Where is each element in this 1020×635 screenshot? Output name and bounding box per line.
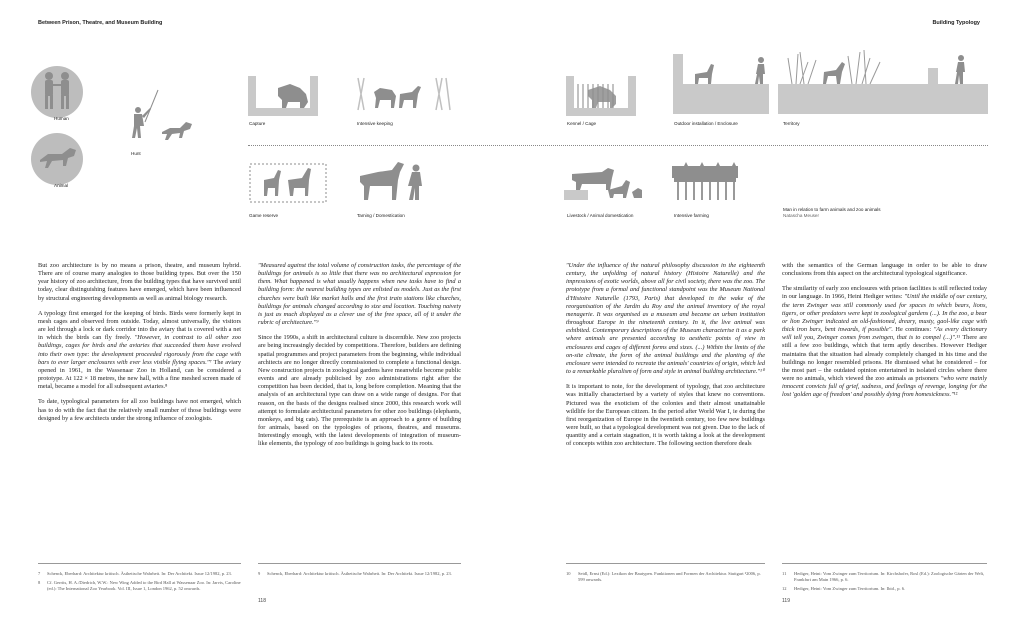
- human-circle: [31, 66, 83, 118]
- page-number-left: 118: [258, 598, 266, 604]
- text-column-4: [782, 262, 987, 407]
- col4-paragraph-1: with the semantics of the German language in order to be able to draw conclusions from this aspect on the architectural typological significance.: [782, 262, 987, 278]
- text-column-1: [38, 262, 241, 430]
- label-human: Human: [54, 116, 69, 121]
- col2-quote: "Measured against the total volume of construction tasks, the percentage of the buildings for animals is so little that there was no architectural expression for them. What happened is what usually happens when new tasks have to find a building form: the nearest building types are enlisted as models. Just as the first churches were built like market halls and the first train stations like churches, buildings for animals changed according to size and location. Touching naivety is just as much displayed as a clever use of the free space, all of it under the rubric of architecture."⁹: [258, 262, 461, 327]
- label-kennel-cage: Kennel / Cage: [567, 121, 597, 126]
- footnote-rule-4: [782, 563, 987, 564]
- label-game-reserve: Game reserve: [249, 213, 279, 218]
- running-head-left: Between Prison, Theatre, and Museum Building: [38, 20, 163, 26]
- outdoor-enclosure-illustration: [673, 50, 773, 116]
- text-column-3: [566, 262, 765, 455]
- footnote-10: 10 Seidl, Ernst (Ed.): Lexikon der Bautypen. Funktionen und Formen der Architektur. Stuttgart ²2006, p. 599 onwards.: [566, 571, 761, 582]
- page-number-right: 119: [782, 598, 790, 604]
- label-livestock: Livestock / Animal domestication: [567, 213, 634, 218]
- col3-paragraph-2: It is important to note, for the development of typology, that zoo architecture was initially characterised by a variety of styles that knew no conventions. Pictured was the exoticism of the colonies and their almost unattainable wildlife for the European citizen. In the period after World War I, ie during the first reorganization of Europe in the twentieth century, too few new buildings were built, so that a typological development was not given. Due to the lack of quantity and a certain stagnation, it is worth taking a look at the development of concepts within zoo architecture. The following section therefore deals: [566, 383, 765, 448]
- footnote-8: 8 Cf. Gerrits, H. A./Diedrich, W.W.: New Wing Added to the Bird Hall at Wassenaar Zoo. In: Jarvis, Caroline (ed.): The International Zoo Yearbook. Vol. III, Issue 1, London 1962, p. 52 onwards.: [38, 579, 241, 591]
- game-reserve-illustration: [248, 160, 338, 208]
- label-hunt: Hunt: [131, 151, 141, 156]
- footnote-12: 12 Hediger, Heini: Vom Zwinger zum Territorium. In: Ibid., p. 6.: [782, 585, 906, 591]
- figure-caption-credit: Natascha Meuser: [783, 213, 820, 218]
- kennel-cage-illustration: [566, 76, 656, 116]
- capture-illustration: [248, 76, 338, 116]
- label-animal: Animal: [54, 183, 69, 188]
- label-capture: Capture: [249, 121, 266, 126]
- col1-paragraph-1: But zoo architecture is by no means a prison, theatre, and museum hybrid. There are of course many analogies to those building types. But over the 150 year history of zoo architecture, from the building types that have survived until today, clear distinguishing features have emerged, which have been influenced by structural engineering developments as well as animal biology research.: [38, 262, 241, 302]
- text-column-2: [258, 262, 461, 455]
- label-outdoor-enclosure: Outdoor installation / Enclosure: [674, 121, 738, 126]
- intensive-farming-illustration: [670, 160, 750, 208]
- footnotes-left: [38, 571, 243, 594]
- col1-paragraph-3: To date, typological parameters for all zoo buildings have not emerged, which has to do with the fact that the relatively small number of those buildings were designed by a few architects under the strong influence of zoologists.: [38, 398, 241, 422]
- footnote-9: 9 Schenck, Eberhard: Architektur kritisch. Ästhetische Wahrheit. In: Der Architekt. Issue 12/1982, p. 23.: [258, 571, 452, 576]
- footnotes-right-2: [782, 571, 988, 594]
- label-intensive-keeping: Intensive keeping: [357, 121, 393, 126]
- col3-quote: "Under the influence of the natural philosophy discussion in the eighteenth century, the unfolding of natural history (Histoire Naturelle) and the impressions of exotic worlds, above all for civil society, there was the zoo. The prototype from a formal and functional standpoint was the Museum National d'Histoire Naturelle (1793, Paris) that developed in the wake of the reorganisation of the Jardin du Roy and the animal inventory of the royal menagerie. It was organised as a museum and became an urban institution throughout Europe in the nineteenth century. In it, the live animal was exhibited. Contemporary descriptions of the Museum characterise it as a park where animals are presented according to aesthetic points of view in enclosures and cages of different forms and sizes. (...) Within the limits of the on-site climate, the form of the animal buildings and the planting of the enclosure were intended to recreate the animals' countries of origin, which led to a remarkable pluralism of form and style in animal building architecture."¹⁰: [566, 262, 765, 376]
- label-territory: Territory: [783, 121, 800, 126]
- taming-illustration: [356, 158, 436, 208]
- footnote-rule-3: [566, 563, 765, 564]
- figure-divider: [248, 145, 988, 146]
- footnotes-left-2: [258, 571, 463, 580]
- col4-paragraph-2: The similarity of early zoo enclosures with prison facilities is still reflected today in our language. In 1966, Heini Hediger writes: "Until the middle of our century, the term Zwinger was still commonly used for spaces in which bears, lions, tigers, or other predators were kept in zoological gardens (...). In the zoo, a bear or lion Zwinger indicated an old-fashioned, dreary, musty, gaol-like cage with thick iron bars, bent inwards, if possible". He continues: "As every dictionary will tell you, Zwinger comes from zwingen, that is to compel (...)".¹¹ There are still a few zoo buildings, which that term aptly describes. However Hediger maintains that the situation had already completely changed in his time and the buildings no longer resembled prisons. He dismissed what he considered – for the most part – the outdated opinion entertained in isolated circles where there were no animals, which viewed the zoo animals as prisoners "who were mainly innocent convicts full of grief, sadness, and feelings of revenge, longing for the lost 'golden age of freedom' and possibly dying from homesickness."¹²: [782, 285, 988, 399]
- label-intensive-farming: Intensive farming: [674, 213, 709, 218]
- label-taming: Taming / Domestication: [357, 213, 405, 218]
- running-head-right: Building Typology: [932, 20, 980, 26]
- footnote-7: 7 Schenck, Eberhard: Architektur kritisch. Ästhetische Wahrheit. In: Der Architekt. Issue 12/1982, p. 23.: [38, 571, 232, 576]
- hunt-illustration: [120, 88, 200, 148]
- livestock-illustration: [562, 164, 658, 208]
- intensive-keeping-illustration: [356, 76, 456, 116]
- human-animal-diagram: [30, 62, 130, 202]
- footnote-11: 11 Hediger, Heini: Vom Zwinger zum Territorium. In: Kirchshofer, Rosl (Ed.): Zoologische Gärten der Welt, Frankfurt am Main 1966, p. 6.: [782, 571, 985, 582]
- territory-illustration: [778, 48, 988, 116]
- footnotes-right: [566, 571, 766, 586]
- footnote-rule-1: [38, 563, 241, 564]
- footnote-rule-2: [258, 563, 461, 564]
- col2-paragraph-2: Since the 1990s, a shift in architectural culture is discernible. New zoo projects are being increasingly decided by competitions. Therefore, builders are defining spatial programmes and project parameters from the beginning, while individual architects are no longer directly commissioned to complete a functional design. New construction projects in zoological gardens have meanwhile become public events and are already publicised by zoo administrations right after the competition has been decided, that is, long before completion. Meaning that the analysis of an architectural type can draw on a wide range of designs. For that reason, on the basis of the designs realised since 2000, this research work will attempt to formulate architectural parameters for other zoo buildings (elephants, monkeys, and big cats). The prerequisite is an approach to a genre of building for animals, based on the typologies of prisons, theatres, and museums. Interestingly enough, with the latest developments of integration of museum-like elements, the typology of zoo buildings is going back to its roots.: [258, 334, 461, 448]
- figure-caption: Man in relation to farm animals and zoo animals: [783, 207, 881, 212]
- col1-paragraph-2: A typology first emerged for the keeping of birds. Birds were formerly kept in mesh cages and observed from outside. Today, almost universally, the visitors are led through a lock or dark corridor into the aviary that is covered with a net in which the birds can fly freely. "However, in contrast to all other zoo buildings, cages for birds and the aviaries that succeeded them have evolved into their own type: the development proceeded rigorously from the cage with bars to ever larger enclosures with ever less visible flying spaces."⁷ The aviary opened in 1961, in the Wassenaar Zoo in Holland, can be considered a prototype. At 122 × 18 metres, the new hall, with a fine meshed screen made of metal, became a model for all subsequent aviaries.⁸: [38, 309, 241, 391]
